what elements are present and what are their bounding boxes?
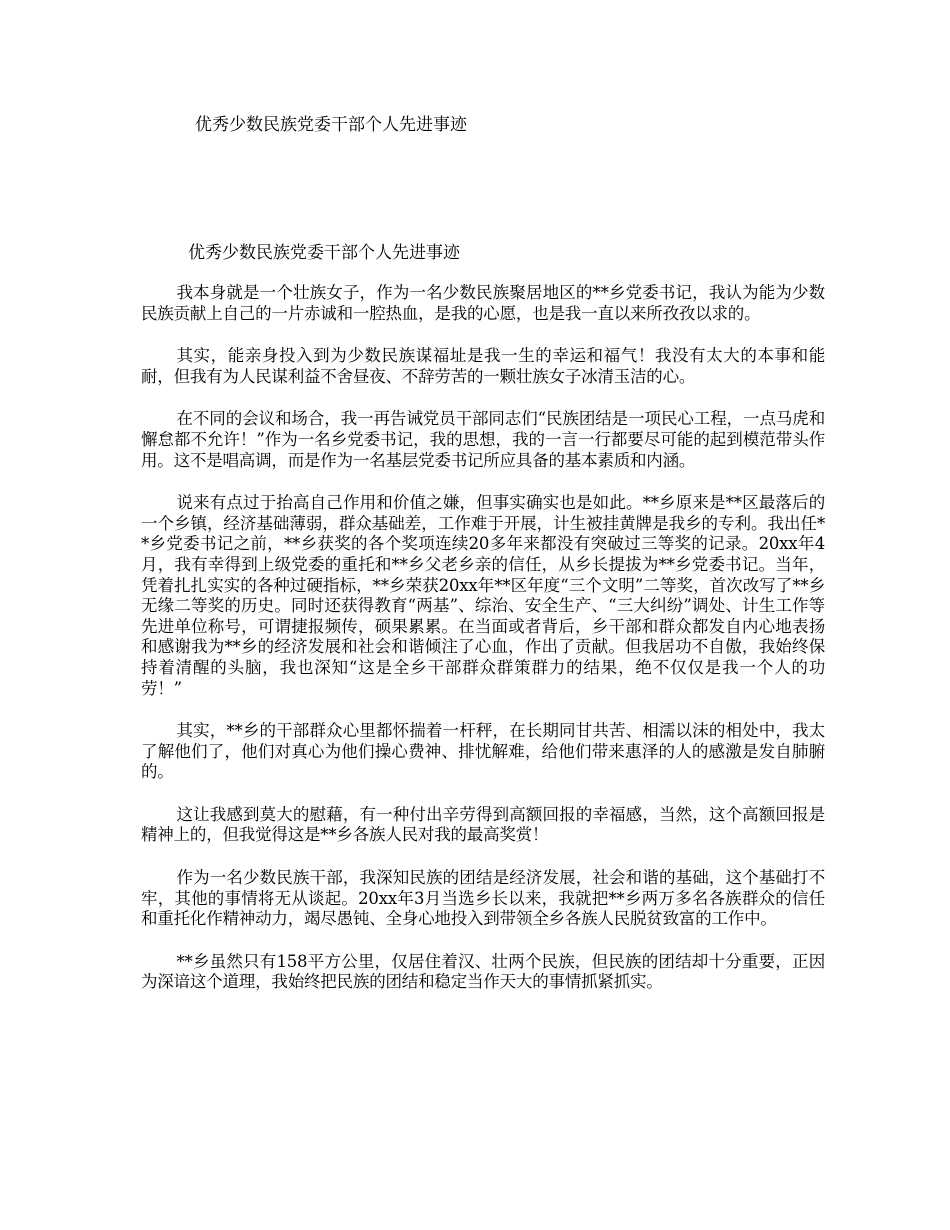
paragraph: 在不同的会议和场合，我一再告诫党员干部同志们“民族团结是一项民心工程，一点马虎和懈怠都不允许！”作为一名乡党委书记，我的思想，我的一言一行都要尽可能的起到模范带头作用。这不是唱高调，而是作为一名基层党委书记所应具备的基本素质和内涵。 — [141, 409, 825, 470]
paragraph: 其实，能亲身投入到为少数民族谋福址是我一生的幸运和福气！我没有太大的本事和能耐，但我有为人民谋利益不舍昼夜、不辞劳苦的一颗壮族女子冰清玉洁的心。 — [141, 346, 825, 386]
paragraph: 我本身就是一个壮族女子，作为一名少数民族聚居地区的**乡党委书记，我认为能为少数民族贡献上自己的一片赤诚和一腔热血，是我的心愿，也是我一直以来所孜孜以求的。 — [141, 283, 825, 323]
header-title: 优秀少数民族党委干部个人先进事迹 — [195, 115, 467, 135]
paragraph: 作为一名少数民族干部，我深知民族的团结是经济发展，社会和谐的基础，这个基础打不牢，其他的事情将无从谈起。20xx年3月当选乡长以来，我就把**乡两万多名各族群众的信任和重托化作精神动力，竭尽愚钝、全身心地投入到带领全乡各族人民脱贫致富的工作中。 — [141, 868, 825, 929]
paragraph: 说来有点过于抬高自己作用和价值之嫌，但事实确实也是如此。**乡原来是**区最落后的一个乡镇，经济基础薄弱，群众基础差，工作难于开展，计生被挂黄牌是我乡的专利。我出任**乡党委书记之前，**乡获奖的各个奖项连续20多年来都没有突破过三等奖的记录。20xx年4月，我有幸得到上级党委的重托和**乡父老乡亲的信任，从乡长提拔为**乡党委书记。当年，凭着扎扎实实的各种过硬指标，**乡荣获20xx年**区年度“三个文明”二等奖，首次改写了**乡无缘二等奖的历史。同时还获得教育“两基”、综治、安全生产、“三大纠纷”调处、计生工作等先进单位称号，可谓捷报频传，硕果累累。在当面或者背后，乡干部和群众都发自内心地表扬和感谢我为**乡的经济发展和社会和谐倾注了心血，作出了贡献。但我居功不自傲，我始终保持着清醒的头脑，我也深知“这是全乡干部群众群策群力的结果，绝不仅仅是我一个人的功劳！” — [141, 493, 825, 698]
document-body — [141, 283, 825, 1015]
document-title: 优秀少数民族党委干部个人先进事迹 — [188, 243, 460, 263]
paragraph: **乡虽然只有158平方公里，仅居住着汉、壮两个民族，但民族的团结却十分重要，正因为深谙这个道理，我始终把民族的团结和稳定当作天大的事情抓紧抓实。 — [141, 951, 825, 992]
paragraph: 这让我感到莫大的慰藉，有一种付出辛劳得到高额回报的幸福感，当然，这个高额回报是精神上的，但我觉得这是**乡各族人民对我的最高奖赏！ — [141, 804, 825, 845]
paragraph: 其实，**乡的干部群众心里都怀揣着一杆秤，在长期同甘共苦、相濡以沫的相处中，我太了解他们了，他们对真心为他们操心费神、排忧解难，给他们带来惠泽的人的感激是发自肺腑的。 — [141, 721, 825, 782]
